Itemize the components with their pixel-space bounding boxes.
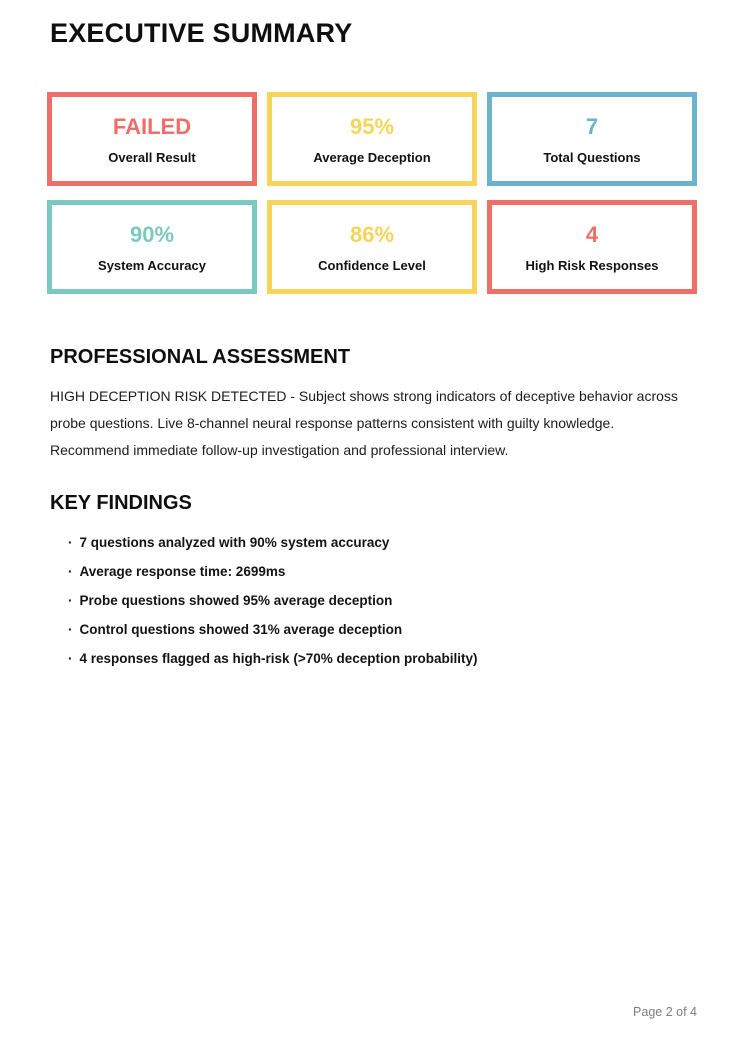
summary-card-high-risk-responses	[487, 200, 697, 294]
card-value: 4	[585, 222, 599, 247]
card-value: FAILED	[112, 114, 192, 139]
key-findings-section	[47, 492, 697, 666]
summary-card-system-accuracy	[47, 200, 257, 294]
card-label: Overall Result	[108, 150, 196, 165]
finding-text: Control questions showed 31% average deception	[79, 622, 403, 637]
page-number: Page 2 of 4	[633, 1005, 697, 1019]
key-findings-heading: KEY FINDINGS	[50, 492, 192, 514]
bullet-dot: ·	[68, 564, 73, 579]
finding-item	[68, 535, 697, 550]
key-findings-list	[68, 535, 697, 666]
card-label: Total Questions	[543, 150, 641, 165]
bullet-dot: ·	[68, 535, 73, 550]
finding-text: 4 responses flagged as high-risk (>70% deception probability)	[79, 651, 478, 666]
card-value: 90%	[129, 222, 175, 247]
summary-cards-grid	[47, 92, 697, 294]
page-title: EXECUTIVE SUMMARY	[50, 18, 353, 48]
finding-text: Average response time: 2699ms	[79, 564, 286, 579]
card-label: High Risk Responses	[525, 258, 659, 273]
card-value: 95%	[349, 114, 395, 139]
bullet-dot: ·	[68, 651, 73, 666]
professional-assessment-heading: PROFESSIONAL ASSESSMENT	[50, 346, 351, 368]
finding-text: Probe questions showed 95% average deception	[79, 593, 393, 608]
summary-card-total-questions	[487, 92, 697, 186]
professional-assessment-paragraph: HIGH DECEPTION RISK DETECTED - Subject shows strong indicators of deceptive behavior across probe questions. Live 8-channel neural response patterns consistent with guilty knowledge. Recommend immediate follow-up investigation and professional interview.	[50, 388, 678, 458]
card-label: Confidence Level	[318, 258, 426, 273]
finding-item	[68, 564, 697, 579]
finding-item	[68, 593, 697, 608]
professional-assessment-section	[47, 346, 697, 464]
card-label: Average Deception	[313, 150, 431, 165]
summary-card-average-deception	[267, 92, 477, 186]
finding-text: 7 questions analyzed with 90% system accuracy	[79, 535, 390, 550]
finding-item	[68, 651, 697, 666]
card-label: System Accuracy	[98, 258, 206, 273]
finding-item	[68, 622, 697, 637]
bullet-dot: ·	[68, 593, 73, 608]
bullet-dot: ·	[68, 622, 73, 637]
summary-card-confidence-level	[267, 200, 477, 294]
summary-card-overall-result	[47, 92, 257, 186]
card-value: 7	[585, 114, 599, 139]
card-value: 86%	[349, 222, 395, 247]
